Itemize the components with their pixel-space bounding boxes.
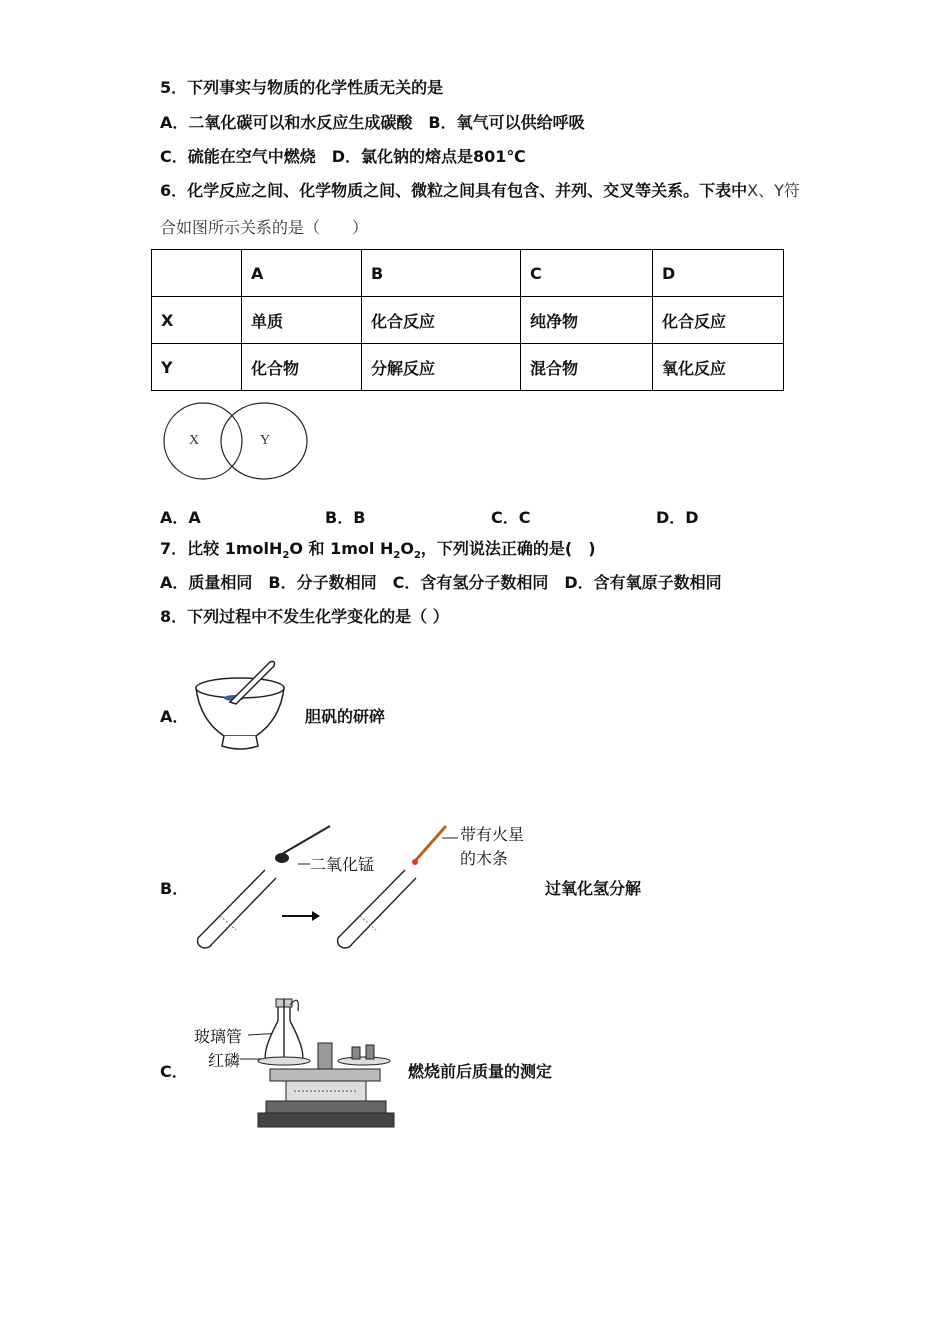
- balance-foot: [258, 1113, 394, 1127]
- q8-c-caption: 燃烧前后质量的测定: [408, 1062, 553, 1081]
- table-cell: A: [242, 250, 362, 297]
- table-cell: 分解反应: [362, 344, 521, 391]
- mno2-powder: [275, 853, 289, 863]
- right-pan: [338, 1057, 390, 1065]
- q8-stem: 8．下列过程中不发生化学变化的是（ ）: [160, 607, 449, 626]
- q6-stem-line2: 合如图所示关系的是（ ）: [160, 218, 369, 237]
- red-phosphorus-label: 红磷: [208, 1051, 241, 1070]
- q8-b-caption: 过氧化氢分解: [545, 879, 642, 898]
- q6-option-b: B．B: [325, 508, 366, 527]
- table-cell: C: [521, 250, 653, 297]
- weight: [352, 1047, 360, 1059]
- balance-beam: [270, 1069, 380, 1081]
- balance-figure: [190, 995, 400, 1135]
- q7-stem-part: ，下列说法正确的是( ): [420, 539, 596, 558]
- mno2-label: 二氧化锰: [310, 855, 375, 874]
- splint-label-1: 带有火星: [460, 825, 525, 844]
- arrow-head: [312, 911, 320, 921]
- table-cell: D: [653, 250, 784, 297]
- balance-pillar: [318, 1043, 332, 1069]
- q7-stem: [160, 539, 596, 566]
- table-cell: 化合反应: [362, 297, 521, 344]
- splint-label-2: 的木条: [460, 849, 509, 868]
- q6-stem-tail: X、Y符: [747, 181, 800, 200]
- q8-option-c-letter: C．: [160, 1062, 188, 1081]
- left-pan: [258, 1057, 310, 1065]
- test-tube-left: [198, 870, 276, 948]
- q6-table: [151, 249, 784, 391]
- q6-stem-line1: [160, 181, 800, 201]
- q7-stem-part: 7．比较 1molH: [160, 539, 283, 558]
- table-cell: 氧化反应: [653, 344, 784, 391]
- q7-stem-part: O 和 1mol H: [289, 539, 394, 558]
- q5-stem: 5．下列事实与物质的化学性质无关的是: [160, 78, 444, 97]
- glass-tube-label: 玻璃管: [194, 1027, 243, 1046]
- q5-options-line1: A．二氧化碳可以和水反应生成碳酸 B．氧气可以供给呼吸: [160, 113, 585, 132]
- q6-option-d: D．D: [656, 508, 699, 527]
- wooden-splint: [416, 826, 446, 860]
- q6-stem-main: 6．化学反应之间、化学物质之间、微粒之间具有包含、并列、交叉等关系。下表中: [160, 181, 748, 200]
- table-row: [152, 297, 784, 344]
- table-row: [152, 250, 784, 297]
- venn-circle-x: [164, 403, 242, 479]
- weight: [366, 1045, 374, 1059]
- table-cell: 化合反应: [653, 297, 784, 344]
- q5-options-line2: C．硫能在空气中燃烧 D．氯化钠的熔点是801℃: [160, 147, 526, 166]
- table-cell: B: [362, 250, 521, 297]
- q8-a-caption: 胆矾的研碎: [305, 707, 386, 726]
- mortar-pestle-figure: [190, 658, 290, 758]
- balance-base: [266, 1101, 386, 1113]
- test-tube-right: [338, 870, 416, 948]
- table-cell: 单质: [242, 297, 362, 344]
- q7-stem-part: O: [400, 539, 414, 558]
- q8-option-a-letter: A．: [160, 707, 189, 726]
- venn-label-x: X: [189, 433, 200, 448]
- table-cell: 纯净物: [521, 297, 653, 344]
- peroxide-decomposition-figure: [190, 820, 540, 955]
- q8-option-b-letter: B．: [160, 879, 189, 898]
- q7-subscript: 2: [413, 550, 421, 562]
- mortar-base: [222, 736, 258, 749]
- table-cell: [152, 250, 242, 297]
- table-row: [152, 344, 784, 391]
- table-cell: 混合物: [521, 344, 653, 391]
- spoon-handle: [282, 826, 330, 854]
- q7-subscript: 2: [393, 550, 401, 562]
- table-cell: Y: [152, 344, 242, 391]
- q6-option-c: C．C: [491, 508, 531, 527]
- q7-options: A．质量相同 B．分子数相同 C．含有氢分子数相同 D．含有氧原子数相同: [160, 573, 722, 592]
- q6-option-a: A．A: [160, 508, 201, 527]
- glowing-ember: [412, 859, 418, 865]
- table-cell: X: [152, 297, 242, 344]
- venn-diagram: [160, 400, 320, 484]
- venn-label-y: Y: [260, 433, 271, 448]
- table-cell: 化合物: [242, 344, 362, 391]
- q7-subscript: 2: [282, 550, 290, 562]
